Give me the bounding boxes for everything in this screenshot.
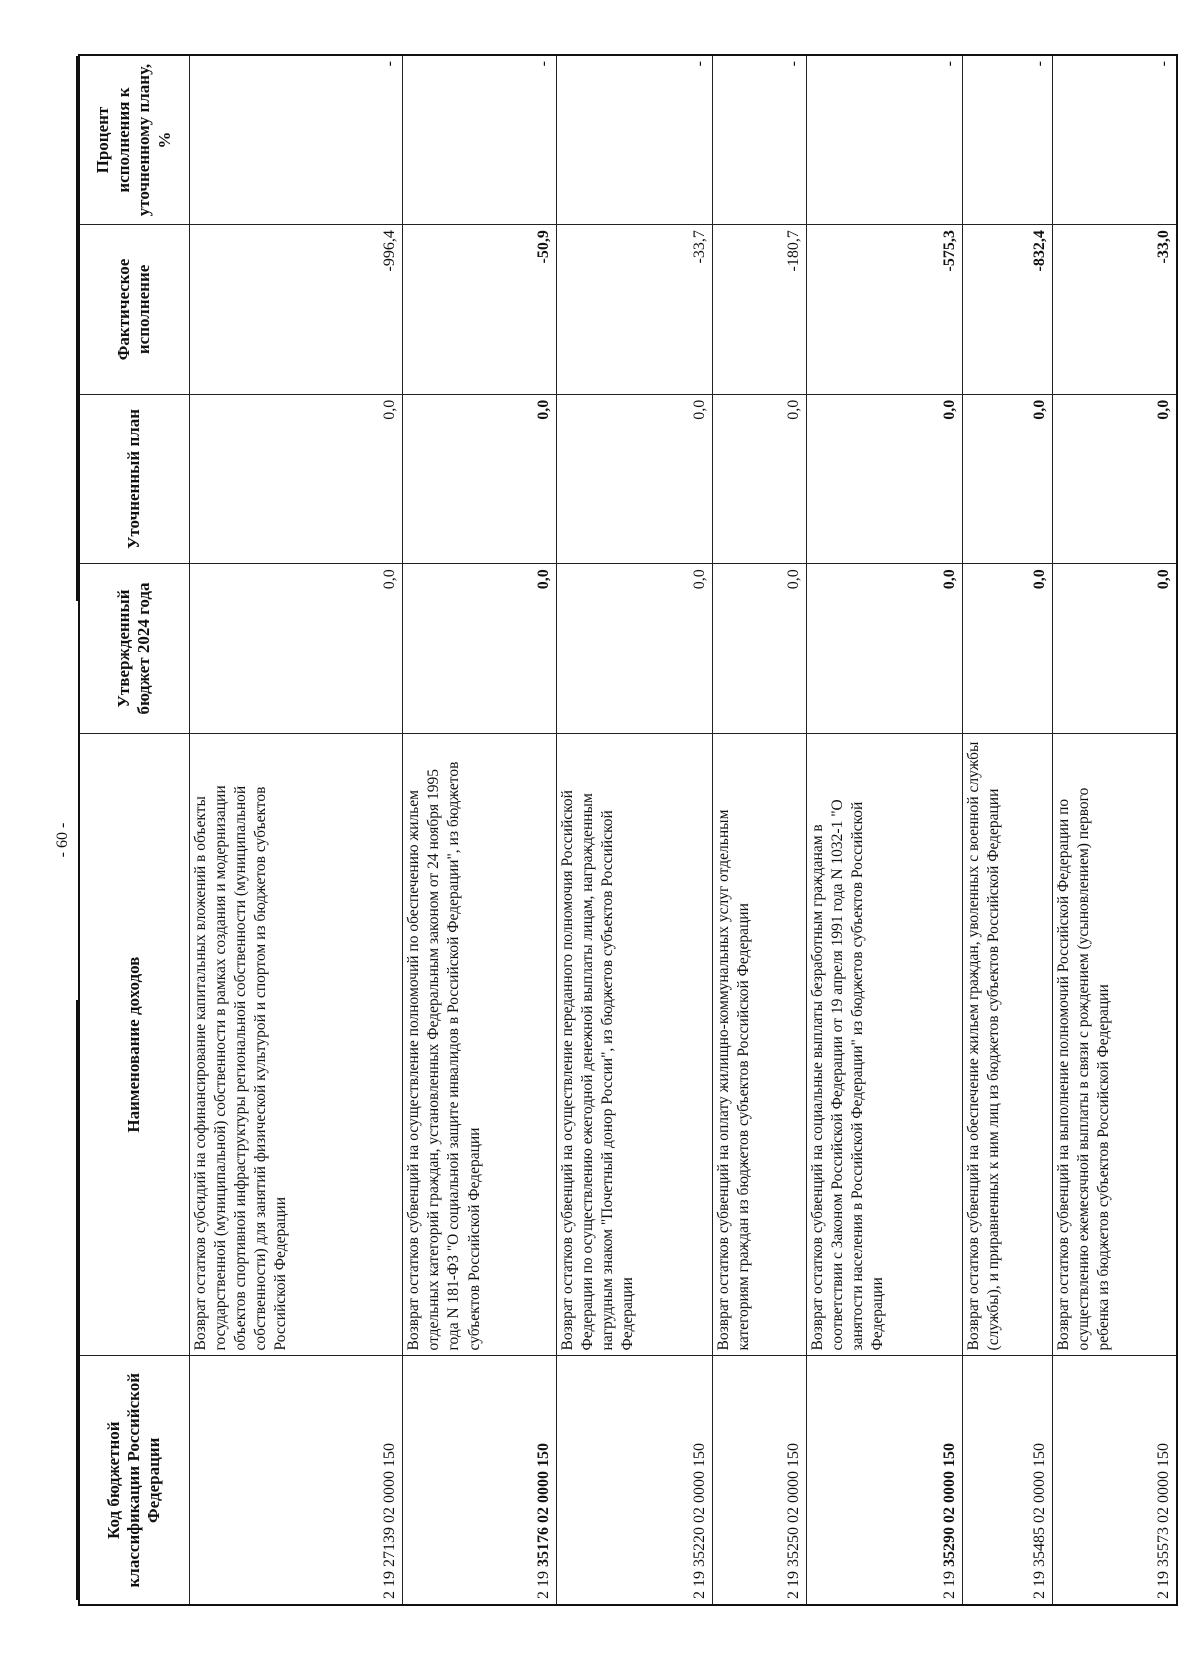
row-approved: 0,0 — [806, 564, 962, 734]
header-actual: Фактическое исполнение — [79, 225, 189, 395]
table-row — [403, 55, 557, 1605]
header-revised: Уточненный план — [79, 394, 189, 564]
row-revised: 0,0 — [403, 394, 557, 564]
table-row — [962, 55, 1052, 1605]
row-percent: - — [712, 55, 806, 225]
row-revised: 0,0 — [806, 394, 962, 564]
row-code-part: 2 19 35220 02 0000 150 — [691, 1443, 709, 1599]
row-percent: - — [189, 55, 403, 225]
row-actual: -33,7 — [556, 225, 712, 395]
row-approved: 0,0 — [556, 564, 712, 734]
row-code-part: 2 19 — [535, 1567, 553, 1599]
header-name: Наименование доходов — [79, 733, 189, 1356]
table-row — [1052, 55, 1177, 1605]
row-code-part: 2 19 — [940, 1567, 958, 1599]
row-code-part: 2 19 35485 02 0000 150 — [1030, 1443, 1048, 1599]
header-approved: Утвержденный бюджет 2024 года — [79, 564, 189, 734]
row-revised: 0,0 — [1052, 394, 1177, 564]
row-code — [712, 1356, 806, 1605]
row-actual: -832,4 — [962, 225, 1052, 395]
row-code — [806, 1356, 962, 1605]
header-code: Код бюджетной классификации Российской Федерации — [79, 1356, 189, 1605]
page-number: - 60 - — [54, 822, 71, 858]
row-code — [1052, 1356, 1177, 1605]
row-approved: 0,0 — [1052, 564, 1177, 734]
row-name: Возврат остатков субвенций на осуществление переданного полномочия Российской Федерации по осуществлению ежегодной денежной выплаты лицам, награжденным нагрудным знаком "Почетный донор России", из бюджетов субъектов Российской Федерации — [556, 733, 712, 1356]
row-approved: 0,0 — [403, 564, 557, 734]
row-actual: -33,0 — [1052, 225, 1177, 395]
row-revised: 0,0 — [189, 394, 403, 564]
row-revised: 0,0 — [712, 394, 806, 564]
row-code — [962, 1356, 1052, 1605]
row-percent: - — [1052, 55, 1177, 225]
row-code — [189, 1356, 403, 1605]
row-code-bold-part: 35290 02 0000 150 — [940, 1443, 958, 1567]
table-row — [556, 55, 712, 1605]
row-code-part: 2 19 35573 02 0000 150 — [1155, 1443, 1173, 1599]
row-approved: 0,0 — [189, 564, 403, 734]
table-row — [189, 55, 403, 1605]
row-name: Возврат остатков субвенций на осуществление полномочий по обеспечению жильем отдельных категорий граждан, установленных Федеральным законом от 24 ноября 1995 года N 181-ФЗ "О социальной защите инвалидов в Российской Федерации", из бюджетов субъектов Российской Федерации — [403, 733, 557, 1356]
revenue-table — [78, 54, 1178, 1606]
row-revised: 0,0 — [962, 394, 1052, 564]
row-name: Возврат остатков субвенций на обеспечение жильем граждан, уволенных с военной службы (службы), и приравненных к ним лиц из бюджетов субъектов Российской Федерации — [962, 733, 1052, 1356]
row-code — [556, 1356, 712, 1605]
table-row — [806, 55, 962, 1605]
row-revised: 0,0 — [556, 394, 712, 564]
row-name: Возврат остатков субсидий на софинансирование капитальных вложений в объекты государственной (муниципальной) собственности в рамках создания и модернизации объектов спортивной инфраструктуры региональной собственности (муниципальной собственности) для занятий физической культурой и спортом из бюджетов субъектов Российской Федерации — [189, 733, 403, 1356]
row-approved: 0,0 — [712, 564, 806, 734]
revenue-table-rotated — [78, 54, 1178, 1606]
row-name: Возврат остатков субвенций на оплату жилищно-коммунальных услуг отдельным категориям граждан из бюджетов субъектов Российской Федерации — [712, 733, 806, 1356]
row-code-part: 2 19 27139 02 0000 150 — [381, 1443, 399, 1599]
header-percent: Процент исполнения к уточненному плану, % — [79, 55, 189, 225]
row-percent: - — [556, 55, 712, 225]
row-actual: -50,9 — [403, 225, 557, 395]
row-approved: 0,0 — [962, 564, 1052, 734]
table-row — [712, 55, 806, 1605]
row-percent: - — [806, 55, 962, 225]
row-name: Возврат остатков субвенций на социальные выплаты безработным гражданам в соответствии с Законом Российской Федерации от 19 апреля 1991 года N 1032-1 "О занятости населения в Российской Федерации" из бюджетов субъектов Российской Федерации — [806, 733, 962, 1356]
row-actual: -575,3 — [806, 225, 962, 395]
row-code-part: 2 19 35250 02 0000 150 — [784, 1443, 802, 1599]
table-header-row — [79, 55, 189, 1605]
row-actual: -180,7 — [712, 225, 806, 395]
row-name: Возврат остатков субвенций на выполнение полномочий Российской Федерации по осуществлению ежемесячной выплаты в связи с рождением (усыновлением) первого ребенка из бюджетов субъектов Российской Федерации — [1052, 733, 1177, 1356]
row-percent: - — [962, 55, 1052, 225]
row-percent: - — [403, 55, 557, 225]
row-code-bold-part: 35176 02 0000 150 — [535, 1443, 553, 1567]
row-code — [403, 1356, 557, 1605]
row-actual: -996,4 — [189, 225, 403, 395]
